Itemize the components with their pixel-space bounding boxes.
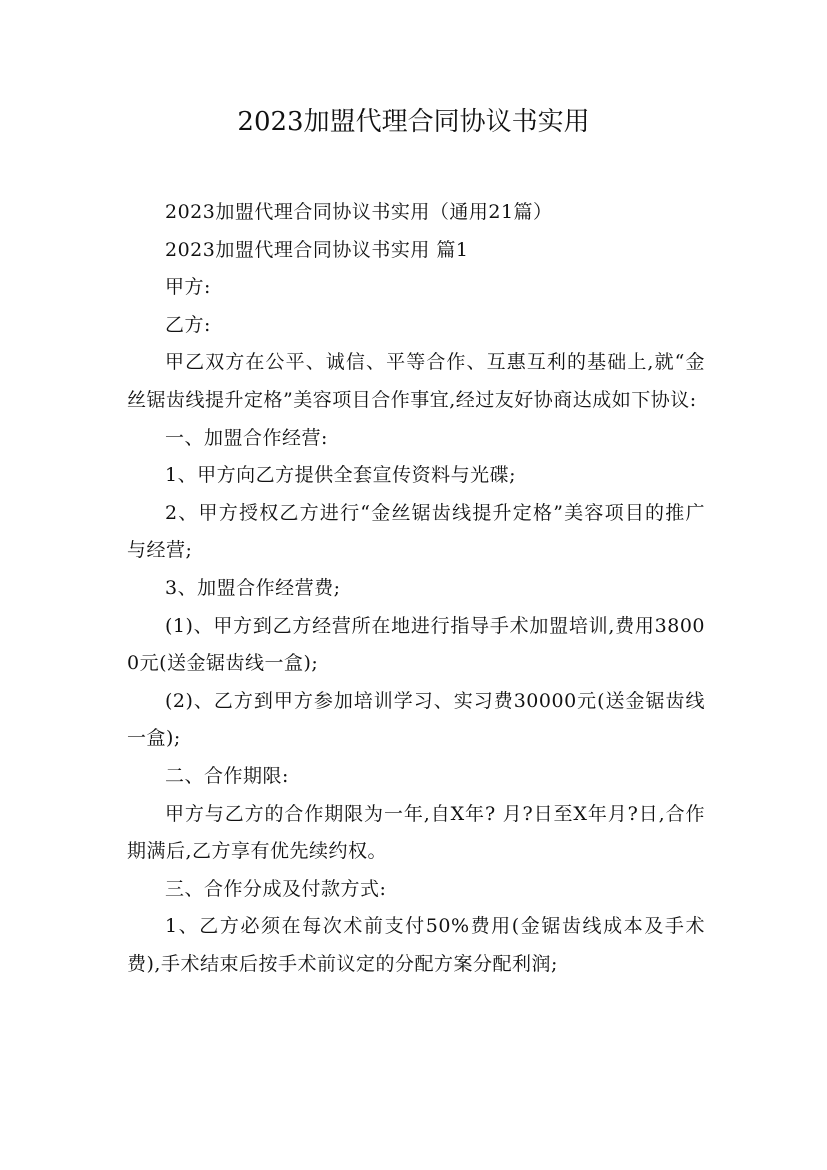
document-title: 2023加盟代理合同协议书实用 [237, 107, 590, 137]
paragraph-party-b: 乙方: [165, 313, 211, 336]
paragraph-clause-3-1: 1、乙方必须在每次术前支付50%费用(金锯齿线成本及手术费),手术结束后按手术前议定的分配方案分配利润; [127, 915, 705, 975]
paragraph-fee-item-1: (1)、甲方到乙方经营所在地进行指导手术加盟培训,费用38000元(送金锯齿线一盒); [127, 614, 705, 675]
paragraph-clause-1-1: 1、甲方向乙方提供全套宣传资料与光碟; [165, 464, 516, 487]
paragraph-clause-2-body: 甲方与乙方的合作期限为一年,自X年? 月?日至X年月?日,合作期满后,乙方享有优先续约权。 [127, 802, 705, 863]
paragraph-clause-3-heading: 三、合作分成及付款方式: [165, 877, 387, 900]
document-body [127, 194, 705, 983]
paragraph-fee-item-2: (2)、乙方到甲方参加培训学习、实习费30000元(送金锯齿线一盒); [127, 689, 705, 750]
paragraph-section-heading: 2023加盟代理合同协议书实用 篇1 [165, 238, 469, 261]
paragraph-clause-1-2: 2、甲方授权乙方进行“金丝锯齿线提升定格”美容项目的推广与经营; [127, 501, 705, 562]
paragraph-clause-1-3: 3、加盟合作经营费; [165, 576, 341, 599]
paragraph-clause-2-heading: 二、合作期限: [165, 764, 289, 787]
paragraph-preamble: 甲乙双方在公平、诚信、平等合作、互惠互利的基础上,就“金丝锯齿线提升定格”美容项目合作事宜,经过友好协商达成如下协议: [127, 351, 705, 411]
paragraph-subtitle: 2023加盟代理合同协议书实用（通用21篇） [165, 201, 553, 223]
paragraph-party-a: 甲方: [165, 276, 211, 299]
paragraph-clause-1-heading: 一、加盟合作经营: [165, 426, 328, 449]
